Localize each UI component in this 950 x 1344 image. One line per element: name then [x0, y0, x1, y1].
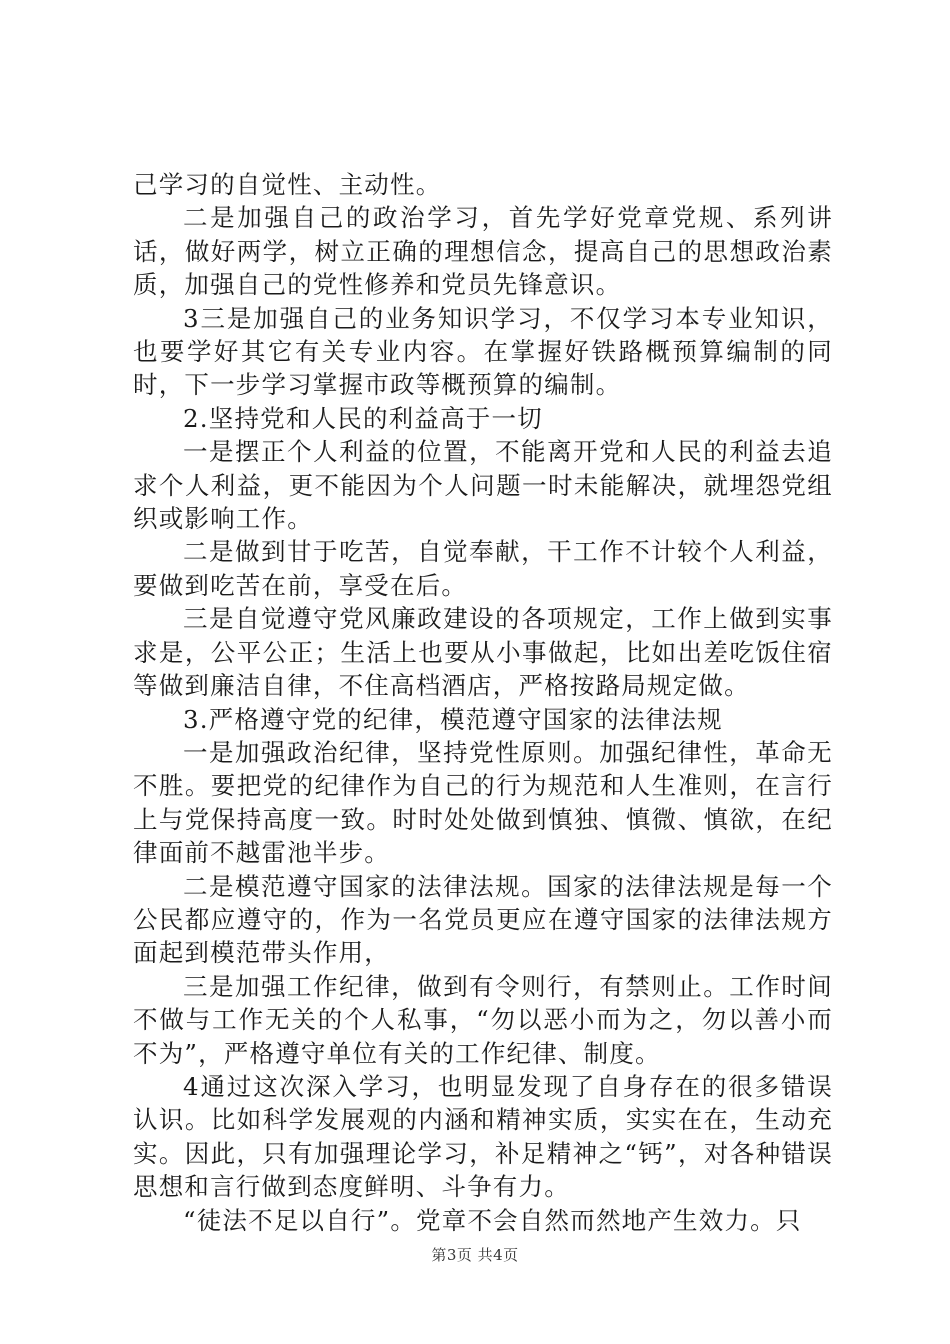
paragraph-laws: 二是模范遵守国家的法律法规。国家的法律法规是每一个公民都应遵守的，作为一名党员更应在遵守国家的法律法规方面起到模范带头作用， — [133, 871, 833, 968]
paragraph-closing-fragment: “徒法不足以自行”。党章不会自然而然地产生效力。只 — [183, 1205, 802, 1235]
paragraph-integrity: 三是自觉遵守党风廉政建设的各项规定，工作上做到实事求是，公平公正；生活上也要从小事做起，比如出差吃饭住宿等做到廉洁自律，不住高档酒店，严格按路局规定做。 — [133, 604, 833, 701]
section-heading-3: 3.严格遵守党的纪律，模范遵守国家的法律法规 — [183, 704, 723, 734]
paragraph-professional-study: 3三是加强自己的业务知识学习，不仅学习本专业知识，也要学好其它有关专业内容。在掌握好铁路概预算编制的同时，下一步学习掌握市政等概预算的编制。 — [133, 303, 833, 400]
paragraph-political-discipline: 一是加强政治纪律，坚持党性原则。加强纪律性，革命无不胜。要把党的纪律作为自己的行为规范和人生准则，在言行上与党保持高度一致。时时处处做到慎独、慎微、慎欲，在纪律面前不越雷池半步。 — [133, 737, 833, 868]
paragraph-personal-interest: 一是摆正个人利益的位置，不能离开党和人民的利益去追求个人利益，更不能因为个人问题一时未能解决，就埋怨党组织或影响工作。 — [133, 437, 833, 534]
paragraph-reflection: 4通过这次深入学习，也明显发现了自身存在的很多错误认识。比如科学发展观的内涵和精神实质，实实在在，生动充实。因此，只有加强理论学习，补足精神之“钙”，对各种错误思想和言行做到态度鲜明、斗争有力。 — [133, 1071, 833, 1202]
paragraph-political-study: 二是加强自己的政治学习，首先学好党章党规、系列讲话，做好两学，树立正确的理想信念，提高自己的思想政治素质，加强自己的党性修养和党员先锋意识。 — [133, 203, 833, 300]
section-heading-2: 2.坚持党和人民的利益高于一切 — [183, 403, 543, 433]
paragraph-continuation: 己学习的自觉性、主动性。 — [133, 170, 442, 199]
paragraph-hardship: 二是做到甘于吃苦，自觉奉献，干工作不计较个人利益，要做到吃苦在前，享受在后。 — [133, 537, 833, 600]
document-body — [133, 168, 833, 1237]
page-footer: 第3页 共4页 — [431, 1246, 519, 1264]
paragraph-work-discipline: 三是加强工作纪律，做到有令则行，有禁则止。工作时间不做与工作无关的个人私事，“勿以恶小而为之，勿以善小而不为”，严格遵守单位有关的工作纪律、制度。 — [133, 971, 833, 1068]
